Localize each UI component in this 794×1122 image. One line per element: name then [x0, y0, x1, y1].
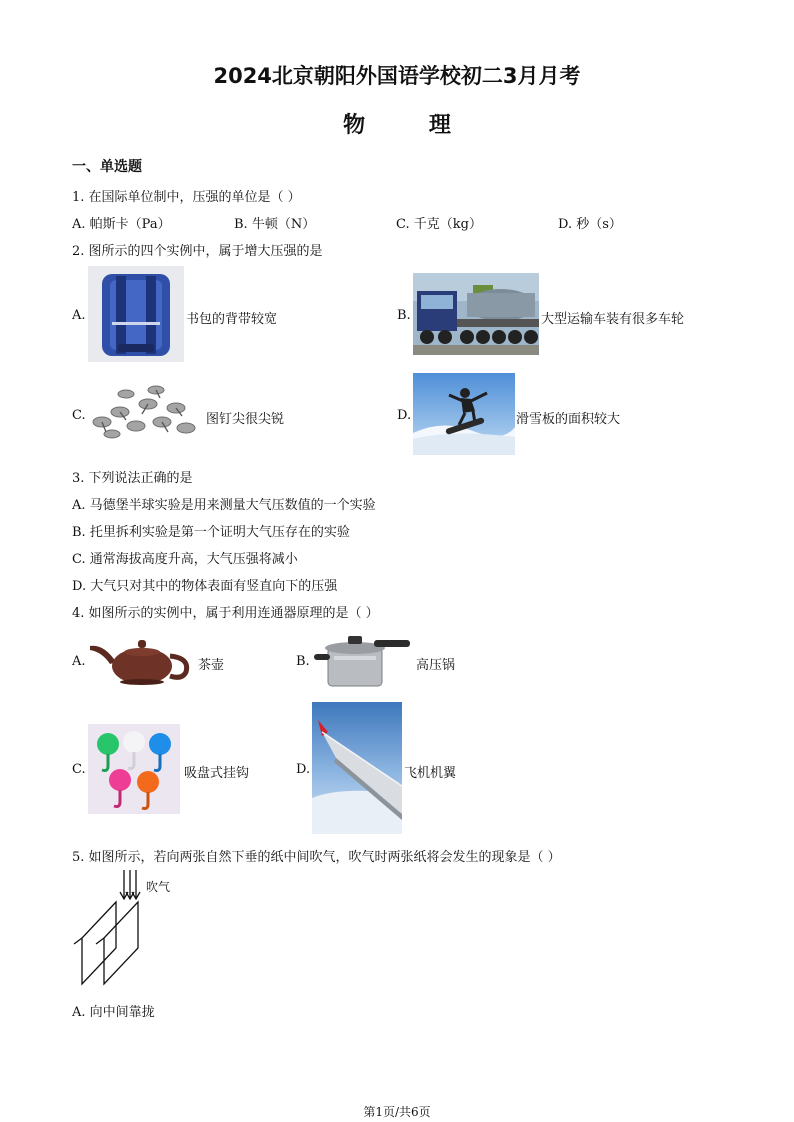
snowboard-image [413, 373, 515, 455]
exam-title: 2024北京朝阳外国语学校初二3月月考 [213, 64, 581, 88]
question-4-stem: 4. 如图所示的实例中，属于利用连通器原理的是（ ） [72, 606, 379, 621]
thumbtacks-image [90, 382, 198, 442]
q1-option-c: C. 千克（kg） [396, 217, 482, 232]
page-footer: 第1页/共6页 [363, 1105, 431, 1119]
suction-hooks-image [88, 724, 180, 814]
subject-title: 物 理 [343, 113, 479, 138]
q5-option-a: A. 向中间靠拢 [72, 1005, 155, 1020]
q3-option-d: D. 大气只对其中的物体表面有竖直向下的压强 [72, 579, 338, 594]
question-5-stem: 5. 如图所示，若向两张自然下垂的纸中间吹气，吹气时两张纸将会发生的现象是（ ） [72, 850, 561, 865]
q2-option-a-text: 书包的背带较宽 [186, 312, 278, 327]
q2-option-a-letter: A. [72, 308, 86, 323]
teapot-image [88, 630, 194, 688]
diagram-label-blow: 吹气 [146, 880, 171, 894]
question-1-stem: 1. 在国际单位制中，压强的单位是（ ） [72, 190, 301, 205]
q3-option-b: B. 托里拆利实验是第一个证明大气压存在的实验 [72, 525, 350, 540]
q2-option-b-text: 大型运输车装有很多车轮 [541, 312, 685, 327]
q3-option-c: C. 通常海拔高度升高，大气压强将减小 [72, 552, 298, 567]
q1-option-b: B. 牛顿（N） [234, 217, 316, 232]
q2-option-d-letter: D. [397, 408, 412, 423]
q2-option-b-letter: B. [397, 308, 411, 323]
q3-option-a: A. 马德堡半球实验是用来测量大气压数值的一个实验 [72, 498, 376, 513]
airplane-wing-image [312, 702, 402, 834]
q1-option-d: D. 秒（s） [558, 217, 622, 232]
pressure-cooker-image [312, 630, 412, 690]
truck-image [413, 273, 539, 355]
q4-option-a-text: 茶壶 [198, 658, 225, 673]
question-2-stem: 2. 图所示的四个实例中，属于增大压强的是 [72, 244, 323, 259]
section-heading: 一、单选题 [72, 159, 142, 175]
q4-option-d-letter: D. [296, 762, 311, 777]
q2-option-c-text: 图钉尖很尖锐 [206, 412, 285, 427]
q4-option-a-letter: A. [72, 654, 86, 669]
q4-option-c-letter: C. [72, 762, 86, 777]
q1-option-a: A. 帕斯卡（Pa） [72, 217, 171, 232]
q2-option-c-letter: C. [72, 408, 86, 423]
question-3-stem: 3. 下列说法正确的是 [72, 471, 193, 486]
backpack-image [88, 266, 184, 362]
q4-option-b-letter: B. [296, 654, 310, 669]
q4-option-c-text: 吸盘式挂钩 [184, 766, 250, 781]
q4-option-b-text: 高压锅 [416, 658, 456, 673]
q2-option-d-text: 滑雪板的面积较大 [516, 412, 621, 427]
q4-option-d-text: 飞机机翼 [404, 766, 457, 781]
